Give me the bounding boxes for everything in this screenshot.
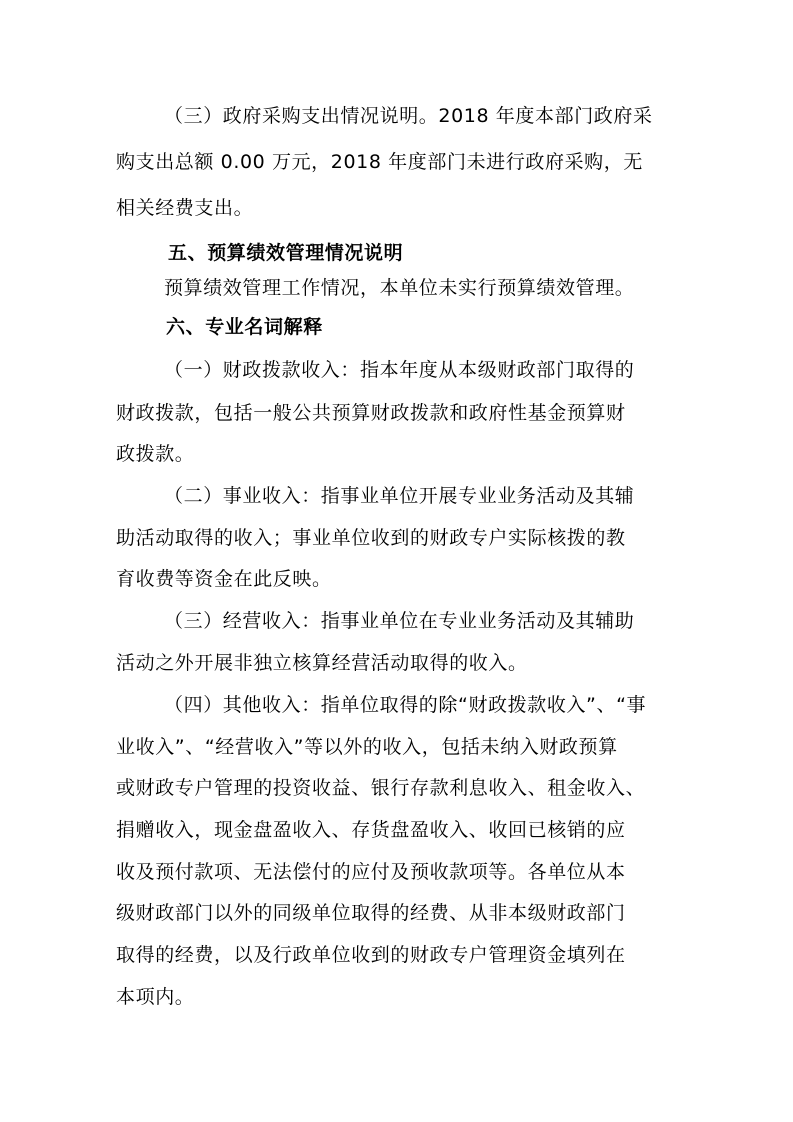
paragraph-line: 业收入”、“经营收入”等以外的收入，包括未纳入财政预算 [116, 736, 618, 758]
paragraph-line: （二）事业收入：指事业单位开展专业业务活动及其辅 [164, 485, 635, 507]
paragraph-line: 收及预付款项、无法偿付的应付及预收款项等。各单位从本 [116, 861, 626, 883]
paragraph-line: 活动之外开展非独立核算经营活动取得的收入。 [116, 652, 528, 674]
paragraph-line: 财政拨款，包括一般公共预算财政拨款和政府性基金预算财 [116, 402, 626, 424]
section-heading: 六、专业名词解释 [166, 316, 323, 338]
paragraph-line: 购支出总额 0.00 万元，2018 年度部门未进行政府采购，无 [116, 151, 643, 173]
paragraph-line: 捐赠收入，现金盘盈收入、存货盘盈收入、收回已核销的应 [116, 819, 626, 841]
paragraph-line: 育收费等资金在此反映。 [116, 568, 332, 590]
paragraph-line: 级财政部门以外的同级单位取得的经费、从非本级财政部门 [116, 902, 626, 924]
paragraph-line: 相关经费支出。 [116, 197, 254, 219]
paragraph-line: 本项内。 [116, 986, 195, 1008]
paragraph-line: 取得的经费，以及行政单位收到的财政专户管理资金填列在 [116, 944, 626, 966]
paragraph-line: 预算绩效管理工作情况，本单位未实行预算绩效管理。 [164, 277, 635, 299]
paragraph-line: 或财政专户管理的投资收益、银行存款利息收入、租金收入、 [116, 777, 646, 799]
paragraph-line: （四）其他收入：指单位取得的除“财政拨款收入”、“事 [164, 694, 647, 716]
paragraph-line: （三）经营收入：指事业单位在专业业务活动及其辅助 [164, 610, 635, 632]
paragraph-line: （三）政府采购支出情况说明。2018 年度本部门政府采 [164, 105, 653, 127]
paragraph-line: （一）财政拨款收入：指本年度从本级财政部门取得的 [164, 359, 635, 381]
section-heading: 五、预算绩效管理情况说明 [168, 242, 404, 264]
paragraph-line: 政拨款。 [116, 443, 195, 465]
paragraph-line: 助活动取得的收入；事业单位收到的财政专户实际核拨的教 [116, 527, 626, 549]
